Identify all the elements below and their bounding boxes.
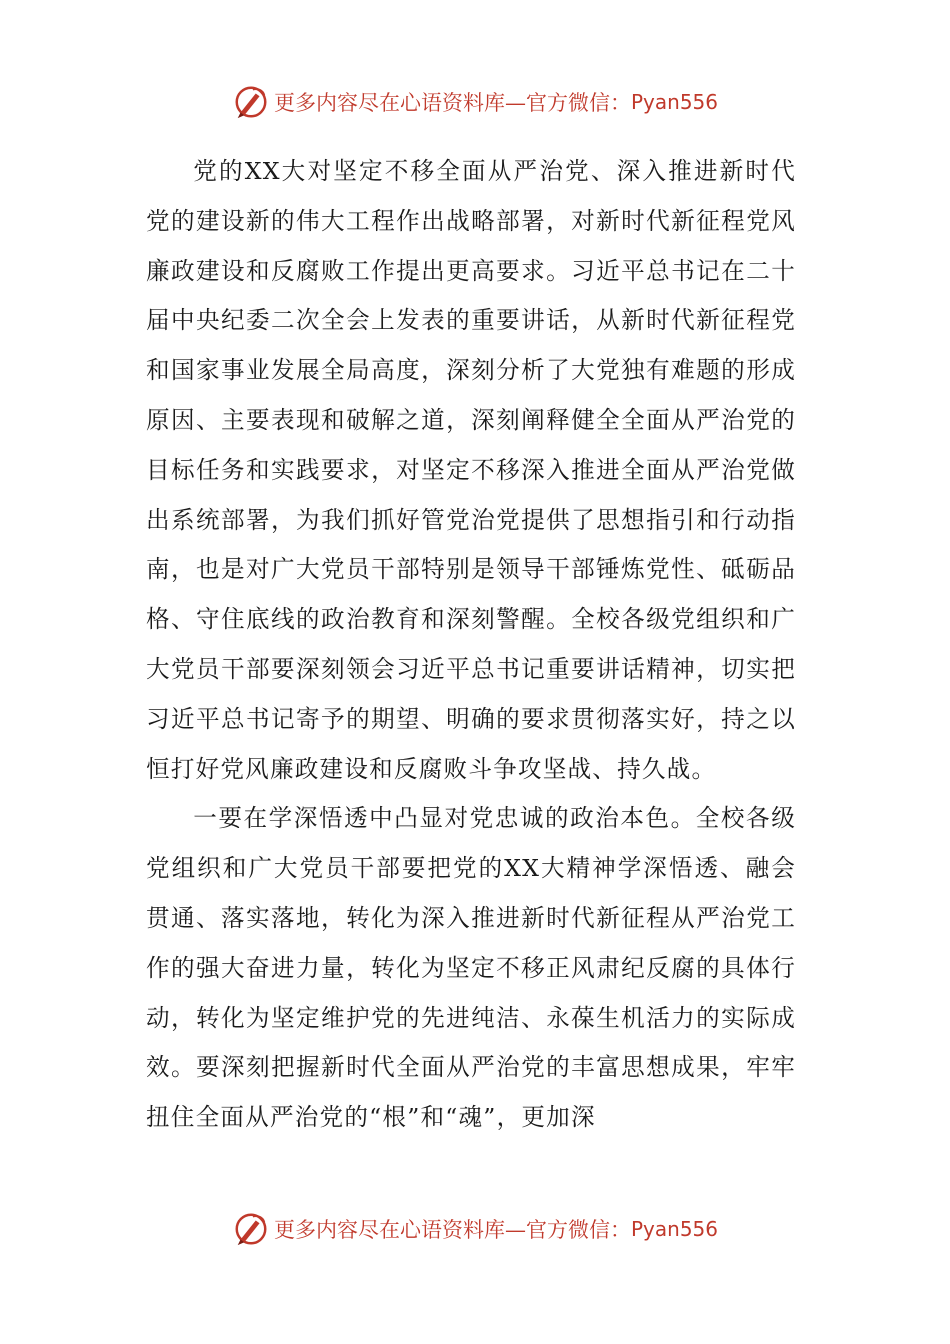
- document-body: [146, 147, 796, 1143]
- paragraph-intro: 党的XX大对坚定不移全面从严治党、深入推进新时代党的建设新的伟大工程作出战略部署，对新时代新征程党风廉政建设和反腐败工作提出更高要求。习近平总书记在二十届中央纪委二次全会上发表的重要讲话，从新时代新征程党和国家事业发展全局高度，深刻分析了大党独有难题的形成原因、主要表现和破解之道，深刻阐释健全全面从严治党的目标任务和实践要求，对坚定不移深入推进全面从严治党做出系统部署，为我们抓好管党治党提供了思想指引和行动指南，也是对广大党员干部特别是领导干部锤炼党性、砥砺品格、守住底线的政治教育和深刻警醒。全校各级党组织和广大党员干部要深刻领会习近平总书记重要讲话精神，切实把习近平总书记寄予的期望、明确的要求贯彻落实好，持之以恒打好党风廉政建设和反腐败斗争攻坚战、持久战。: [146, 157, 796, 783]
- footer-banner: [0, 1209, 950, 1249]
- pen-logo-icon: [232, 1210, 270, 1248]
- banner-text: 更多内容尽在心语资料库—官方微信：: [273, 91, 631, 115]
- wechat-id: Pyan556: [630, 90, 718, 114]
- pen-logo-icon: [232, 83, 270, 121]
- paragraph-point-one: 一要在学深悟透中凸显对党忠诚的政治本色。全校各级党组织和广大党员干部要把党的XX大精神学深悟透、融会贯通、落实落地，转化为深入推进新时代新征程从严治党工作的强大奋进力量，转化为坚定不移正风肃纪反腐的具体行动，转化为坚定维护党的先进纯洁、永葆生机活力的实际成效。要深刻把握新时代全面从严治党的丰富思想成果，牢牢扭住全面从严治党的“根”和“魂”，更加深: [146, 804, 796, 1132]
- header-banner: [0, 82, 950, 122]
- wechat-id: Pyan556: [630, 1217, 718, 1241]
- banner-text: 更多内容尽在心语资料库—官方微信：: [273, 1218, 631, 1242]
